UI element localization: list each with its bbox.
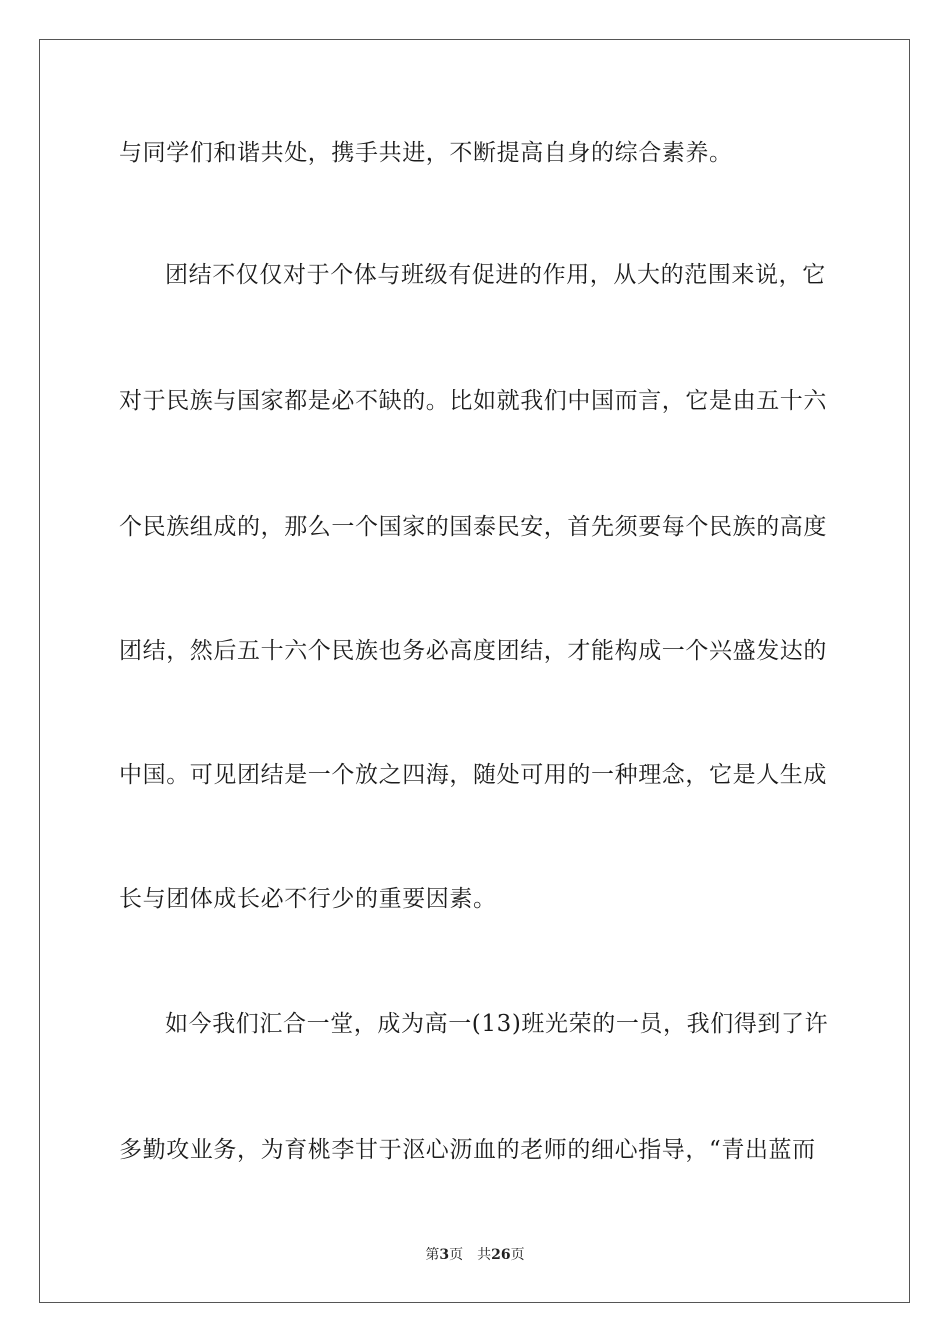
paragraph-line: 对于民族与国家都是必不缺的。比如就我们中国而言，它是由五十六 <box>119 388 827 414</box>
paragraph-line: 多勤攻业务，为育桃李甘于沤心沥血的老师的细心指导，“青出蓝而 <box>119 1137 816 1163</box>
page-border <box>39 39 910 1303</box>
page-prefix: 第 <box>425 1247 440 1263</box>
total-pages: 26 <box>491 1247 511 1263</box>
paragraph-line: 个民族组成的，那么一个国家的国泰民安，首先须要每个民族的高度 <box>119 514 827 540</box>
paragraph-line: 与同学们和谐共处，携手共进，不断提高自身的综合素养。 <box>119 140 733 166</box>
paragraph-line: 如今我们汇合一堂，成为高一(13)班光荣的一员，我们得到了许 <box>165 1011 829 1037</box>
paragraph-line: 团结不仅仅对于个体与班级有促进的作用，从大的范围来说，它 <box>165 262 826 288</box>
paragraph-line: 中国。可见团结是一个放之四海，随处可用的一种理念，它是人生成 <box>119 762 827 788</box>
page-footer <box>0 1246 950 1264</box>
page-number: 3 <box>439 1247 450 1263</box>
paragraph-line: 长与团体成长必不行少的重要因素。 <box>119 886 497 912</box>
total-suffix: 页 <box>510 1247 525 1263</box>
page-suffix: 页 <box>449 1247 464 1263</box>
total-prefix: 共 <box>477 1247 492 1263</box>
paragraph-line: 团结，然后五十六个民族也务必高度团结，才能构成一个兴盛发达的 <box>119 638 827 664</box>
